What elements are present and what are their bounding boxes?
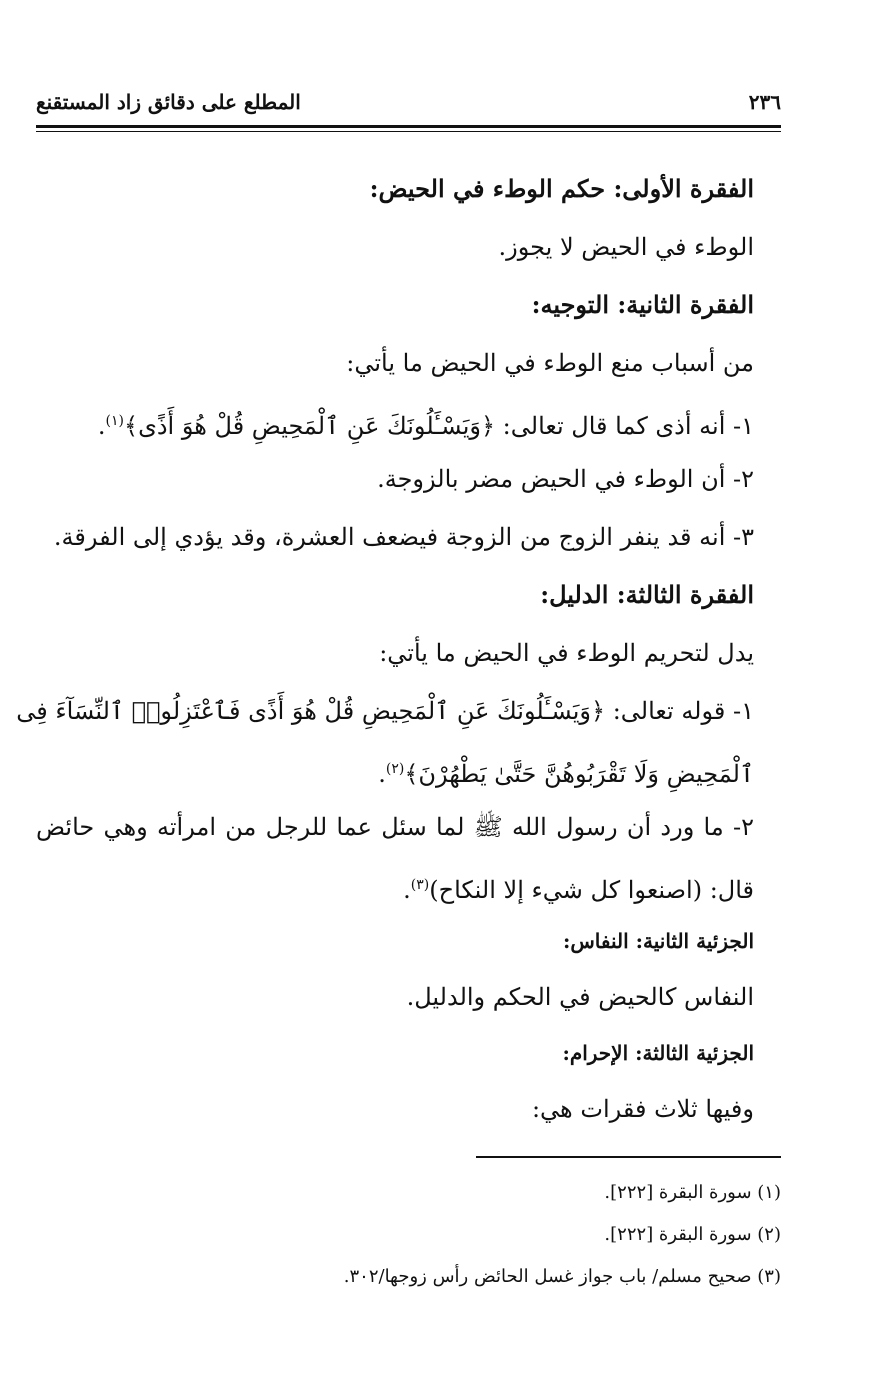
footnote-ref-3: (٣) — [410, 877, 430, 893]
para3-intro: يدل لتحريم الوطء في الحيض ما يأتي: — [379, 639, 754, 667]
para1-text: الوطء في الحيض لا يجوز. — [498, 233, 754, 261]
main-text — [16, 160, 754, 1138]
para3-item-1-line-2: ٱلْمَحِيضِ وَلَا تَقْرَبُوهُنَّ حَتَّىٰ يَطْهُرْنَ﴾$^{(٢)}$. — [378, 760, 754, 788]
para2-intro: من أسباب منع الوطء في الحيض ما يأتي: — [346, 349, 754, 377]
para2-item-1: ١- أنه أذى كما قال تعالى: ﴿وَيَسْـَٔلُونَكَ عَنِ ٱلْمَحِيضِ قُلْ هُوَ أَذًى﴾$^{(١)}$. — [97, 412, 754, 440]
section3-text: وفيها ثلاث فقرات هي: — [531, 1095, 754, 1123]
para2-heading: الفقرة الثانية: التوجيه: — [531, 290, 754, 319]
section2-text: النفاس كالحيض في الحكم والدليل. — [406, 983, 754, 1011]
para3-item-1-line-2-text: ٱلْمَحِيضِ وَلَا تَقْرَبُوهُنَّ حَتَّىٰ يَطْهُرْنَ﴾ — [404, 760, 754, 788]
para3-heading: الفقرة الثالثة: الدليل: — [540, 580, 754, 609]
header-rule-thin — [36, 131, 781, 132]
footnote-ref-2: (٢) — [385, 761, 405, 777]
para1-heading: الفقرة الأولى: حكم الوطء في الحيض: — [369, 174, 754, 203]
para3-item-2-line-2-text: قال: (اصنعوا كل شيء إلا النكاح) — [429, 876, 754, 904]
footnotes — [36, 1172, 781, 1298]
book-title: المطلع على دقائق زاد المستقنع — [36, 90, 301, 114]
page-number: ٢٣٦ — [748, 90, 781, 114]
para2-item-1-text: ١- أنه أذى كما قال تعالى: ﴿وَيَسْـَٔلُونَكَ عَنِ ٱلْمَحِيضِ قُلْ هُوَ أَذًى﴾ — [124, 412, 754, 440]
running-head — [36, 90, 781, 122]
footnote-2: (٢) سورة البقرة [٢٢٢]. — [604, 1224, 781, 1245]
para3-item-2-line-2: قال: (اصنعوا كل شيء إلا النكاح)$^{(٣)}$. — [403, 876, 754, 904]
footnote-1: (١) سورة البقرة [٢٢٢]. — [604, 1182, 781, 1203]
section3-heading: الجزئية الثالثة: الإحرام: — [562, 1041, 754, 1065]
footnote-ref-1: (١) — [105, 413, 124, 429]
section2-heading: الجزئية الثانية: النفاس: — [562, 929, 754, 953]
para3-item-1-line-1: ١- قوله تعالى: ﴿وَيَسْـَٔلُونَكَ عَنِ ٱلْمَحِيضِ قُلْ هُوَ أَذًى فَٱعْتَزِلُوا۟ ٱلنِّسَآءَ فِى — [16, 697, 754, 725]
para2-item-3: ٣- أنه قد ينفر الزوج من الزوجة فيضعف العشرة، وقد يؤدي إلى الفرقة. — [53, 523, 754, 551]
header-rule-thick — [36, 125, 781, 128]
para3-item-2-line-1: ٢- ما ورد أن رسول الله ﷺ لما سئل عما للرجل من امرأته وهي حائض — [36, 813, 754, 841]
footnote-separator — [476, 1156, 781, 1158]
para2-item-2: ٢- أن الوطء في الحيض مضر بالزوجة. — [377, 465, 754, 493]
footnote-3: (٣) صحيح مسلم/ باب جواز غسل الحائض رأس زوجها/٣٠٢. — [343, 1266, 781, 1287]
